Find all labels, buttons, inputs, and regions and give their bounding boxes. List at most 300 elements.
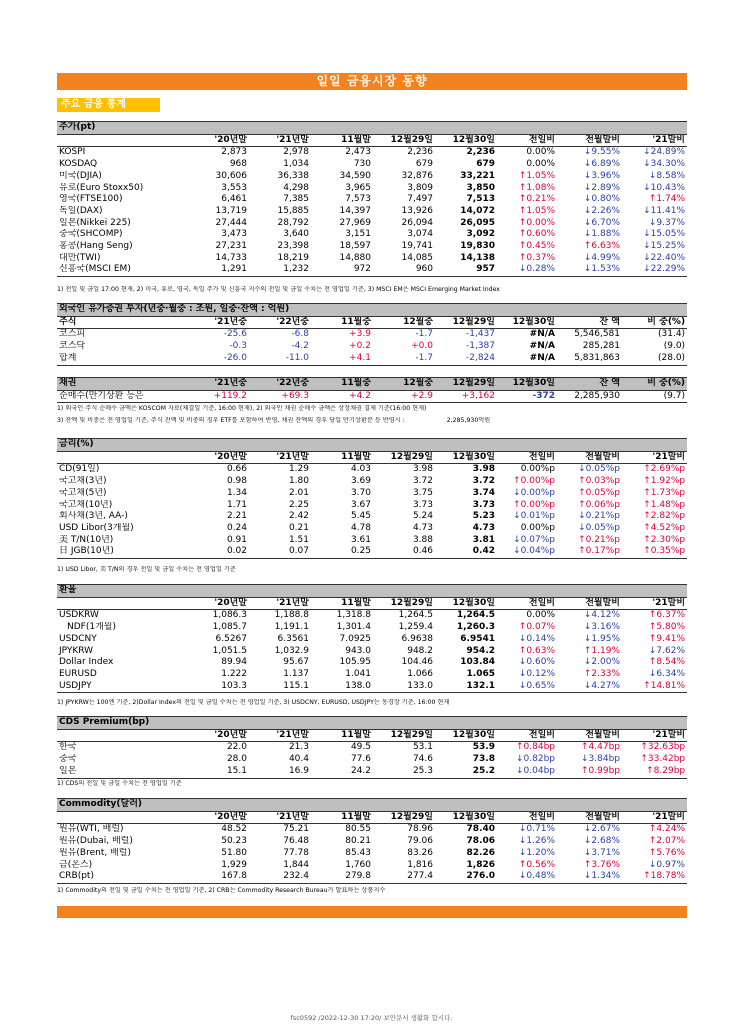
column-header: 잔 액 — [557, 378, 622, 391]
table-row — [57, 253, 687, 265]
table-row — [57, 610, 687, 622]
table-cell: 3.70 — [350, 487, 371, 498]
table-cell: 48.52 — [221, 824, 247, 835]
table-cell: 30,606 — [215, 170, 247, 181]
row-label: 회사채(3년, AA-) — [59, 511, 128, 522]
table-cell: 4.73 — [412, 522, 433, 533]
row-label: 금(온스) — [59, 859, 93, 870]
row-label: 한국 — [59, 742, 77, 753]
column-header: 11월중 — [311, 378, 373, 391]
table-cell: ↑2.82%p — [643, 511, 686, 522]
table-cell: -2,824 — [435, 353, 497, 365]
table-cell: ↑1.92%p — [643, 476, 686, 487]
table-cell: ↑2.69%p — [643, 464, 686, 475]
row-label: 합계 — [57, 353, 187, 365]
table-cell: 6,461 — [221, 194, 247, 205]
table-cell: 1,188.8 — [274, 610, 309, 621]
table-cell: 2,236 — [466, 147, 495, 158]
table-cell: 1.71 — [226, 499, 247, 510]
table-cell: #N/A — [497, 353, 557, 365]
table-cell: 0.25 — [311, 546, 373, 558]
table-cell: ↓15.25% — [643, 241, 685, 252]
table-cell: 1,086.3 — [212, 610, 247, 621]
table-cell: 5.45 — [350, 511, 371, 522]
table-row — [57, 766, 687, 778]
table-cell: 24.2 — [311, 766, 373, 778]
table-cell: ↓9.55% — [583, 147, 620, 158]
table-cell: ↑1.74% — [648, 194, 685, 205]
row-label: 대만(TWI) — [59, 252, 101, 263]
table-cell: ↓3.84bp — [580, 754, 620, 765]
table-cell: 0.24 — [226, 522, 247, 533]
table-cell: 103.3 — [187, 681, 249, 693]
commodity-note: 1) Commodity의 전일 및 금일 수치는 전 영업일 기준, 2) CRB는 Commodity Research Bureau가 발표하는 상품지수 — [57, 887, 386, 894]
row-label: 美 T/N(10년) — [59, 534, 114, 545]
table-row — [57, 476, 687, 488]
table-cell: -1.7 — [415, 329, 433, 340]
table-cell: ↑0.63% — [518, 645, 555, 656]
table-row — [57, 669, 687, 681]
section-title: Commodity(달러) — [57, 799, 687, 812]
row-label: 국고채(3년) — [59, 476, 107, 487]
commodity-table — [57, 798, 687, 884]
table-cell: ↓22.29% — [622, 264, 687, 276]
column-header — [57, 134, 187, 147]
table-row — [57, 264, 687, 276]
table-cell: 0.00%p — [520, 464, 555, 475]
column-header: 12월중 — [373, 316, 435, 329]
table-cell: ↓0.65% — [497, 681, 557, 693]
table-cell: 5,831,863 — [557, 353, 622, 365]
table-row — [57, 229, 687, 241]
table-cell: (9.0) — [663, 341, 686, 352]
table-cell: 948.2 — [407, 645, 433, 656]
table-row — [57, 183, 687, 195]
table-cell: 3,473 — [221, 229, 247, 240]
table-cell: 13,926 — [401, 205, 433, 216]
column-header — [57, 811, 187, 824]
table-cell: +4.2 — [311, 390, 373, 403]
column-header: 전월말비 — [557, 811, 622, 824]
fx-table — [57, 584, 687, 693]
table-cell: ↓1.95% — [583, 633, 620, 644]
table-cell: ↑0.21% — [518, 194, 555, 205]
column-header: '21말비 — [622, 811, 687, 824]
table-cell: 27,231 — [215, 241, 247, 252]
table-cell: 1,301.4 — [336, 622, 371, 633]
table-cell: 34,590 — [339, 170, 371, 181]
table-cell: +0.2 — [349, 341, 371, 352]
table-cell: -25.6 — [223, 329, 247, 340]
table-cell: ↑33.42bp — [640, 754, 686, 765]
table-cell: ↓1.34% — [557, 871, 622, 883]
table-cell: ↓2.67% — [583, 824, 620, 835]
table-cell: ↓1.26% — [518, 836, 555, 847]
table-cell: ↓0.60% — [518, 657, 555, 668]
column-header: 전월말비 — [557, 597, 622, 610]
table-cell: -1,387 — [465, 341, 495, 352]
table-cell: ↓0.04bp — [497, 766, 557, 778]
table-cell: +3.9 — [349, 329, 371, 340]
table-cell: ↑3.76% — [583, 859, 620, 870]
column-header: '20년말 — [187, 811, 249, 824]
table-row — [57, 511, 687, 523]
table-cell: ↑4.52%p — [643, 522, 686, 533]
table-cell: 1,760 — [345, 859, 371, 870]
row-label: 미국(DJIA) — [59, 170, 102, 181]
table-cell: 2.21 — [226, 511, 247, 522]
table-cell: ↓6.70% — [583, 217, 620, 228]
table-cell: 3.75 — [412, 487, 433, 498]
column-header — [57, 451, 187, 464]
table-cell: 1,034 — [283, 159, 309, 170]
column-header: 12월30일 — [435, 451, 497, 464]
table-row — [57, 634, 687, 646]
table-cell: ↓2.00% — [583, 657, 620, 668]
table-row — [57, 523, 687, 535]
table-cell: 2.42 — [288, 511, 309, 522]
table-cell: 0.91 — [226, 534, 247, 545]
table-cell: -1.7 — [373, 353, 435, 365]
column-header: 잔 액 — [557, 316, 622, 329]
table-cell: ↑0.17%p — [557, 546, 622, 558]
column-header: 비 중(%) — [622, 378, 687, 391]
table-cell: 7,497 — [407, 194, 433, 205]
section-label: 주요 금융 통계 — [57, 98, 160, 112]
table-cell: 279.8 — [311, 871, 373, 883]
column-header: 채권 — [57, 378, 187, 391]
table-cell: ↓0.14% — [518, 633, 555, 644]
table-cell: +119.2 — [187, 390, 249, 403]
table-row — [57, 622, 687, 634]
table-cell: #N/A — [529, 329, 555, 340]
table-cell: ↓24.89% — [643, 147, 685, 158]
table-cell: ↓3.96% — [583, 170, 620, 181]
table-cell: ↑5.76% — [648, 847, 685, 858]
row-label: 코스피 — [59, 329, 86, 340]
table-cell: 25.2 — [435, 766, 497, 778]
table-cell: ↓0.80% — [583, 194, 620, 205]
table-cell: 2,285,930 — [557, 390, 622, 403]
table-cell: 51.80 — [221, 847, 247, 858]
table-cell: ↑2.30%p — [643, 534, 686, 545]
table-cell: 80.21 — [345, 836, 371, 847]
column-header: 11월말 — [311, 134, 373, 147]
table-cell: 82.26 — [466, 847, 495, 858]
row-label: USDCNY — [59, 633, 97, 644]
row-label: 중국 — [59, 754, 77, 765]
column-header: 12월29일 — [373, 729, 435, 742]
table-cell: 3,553 — [221, 182, 247, 193]
section-title: 환율 — [57, 585, 687, 598]
table-cell: 14,397 — [339, 205, 371, 216]
column-header: 12월30일 — [435, 134, 497, 147]
table-cell: +0.0 — [411, 341, 433, 352]
table-cell: ↓3.71% — [583, 847, 620, 858]
table-cell: 2.25 — [288, 499, 309, 510]
foreign-note-2-text: 3) 잔액 및 비중은 전 영업일 기준, 주식 잔액 및 비중의 경우 ETF를 포함하여 반영, 채권 잔액의 경우 당일 만기상환분 등 반영시 : — [57, 417, 405, 424]
table-row — [57, 241, 687, 253]
table-cell: 3.69 — [350, 476, 371, 487]
table-cell: 1.29 — [288, 464, 309, 475]
table-cell: 1.222 — [221, 668, 247, 679]
table-cell: 1,191.1 — [274, 622, 309, 633]
table-cell: ↑0.35%p — [622, 546, 687, 558]
table-cell: 40.4 — [288, 754, 309, 765]
table-cell: ↑9.41% — [648, 633, 686, 644]
table-cell: -26.0 — [187, 353, 249, 365]
table-cell: 1,291 — [187, 264, 249, 276]
foreign-note-1: 1) 외국인 주식 순매수 금액은 KOSCOM 자료(체결일 기준, 16:00 현재), 2) 외국인 채권 순매수 금액은 상장채권 결제 기준(16:00 현재) — [57, 405, 427, 412]
table-cell: ↓2.68% — [583, 836, 620, 847]
table-cell: ↓0.71% — [518, 824, 555, 835]
table-cell: 4.03 — [350, 464, 371, 475]
table-cell: 77.78 — [283, 847, 309, 858]
column-header: 11월중 — [311, 316, 373, 329]
table-cell: ↑1.05% — [518, 205, 555, 216]
table-row — [57, 824, 687, 836]
table-cell: ↑6.37% — [648, 610, 686, 621]
table-row — [57, 341, 687, 353]
table-cell: 3,850 — [466, 182, 495, 193]
table-cell: 18,219 — [277, 252, 309, 263]
table-cell: 76.48 — [283, 836, 309, 847]
table-cell: ↓9.37% — [648, 217, 685, 228]
table-cell: 32,876 — [401, 170, 433, 181]
row-label: USD Libor(3개월) — [59, 522, 134, 533]
table-cell: 5.23 — [472, 511, 495, 522]
table-cell: 36,338 — [277, 170, 309, 181]
table-cell: ↓2.89% — [583, 182, 620, 193]
table-cell: +69.3 — [249, 390, 311, 403]
row-label: 독일(DAX) — [59, 205, 103, 216]
column-header: '22년중 — [249, 316, 311, 329]
table-row — [57, 535, 687, 547]
stock-note: 1) 전일 및 금일 17:00 현재, 2) 미국, 유로, 영국, 독일 주가 및 신흥국 지수의 전일 및 금일 수치는 전 영업일 기준, 3) MSCI EM은 MSCI Emerging Market Index — [57, 286, 500, 293]
table-cell: ↓4.12% — [583, 610, 620, 621]
table-header-row — [57, 378, 687, 391]
table-cell: -1,437 — [465, 329, 495, 340]
column-header: '21년중 — [187, 316, 249, 329]
column-header: '21말비 — [622, 597, 687, 610]
column-header: 전월말비 — [557, 729, 622, 742]
table-cell: 232.4 — [249, 871, 311, 883]
table-cell: ↑0.84bp — [515, 742, 555, 753]
row-label: 원유(Dubai, 배럴) — [59, 836, 133, 847]
row-label: 순매수(만기상환 등은 — [57, 390, 187, 403]
table-cell: 33,221 — [460, 170, 495, 181]
table-row — [57, 754, 687, 766]
table-cell: 50.23 — [221, 836, 247, 847]
table-cell: 3.98 — [412, 464, 433, 475]
row-label: 日 JGB(10년) — [57, 546, 187, 558]
table-cell: 4.78 — [350, 522, 371, 533]
table-cell: ↓1.53% — [557, 264, 622, 276]
column-header: 전일비 — [497, 729, 557, 742]
table-cell: 1,051.5 — [212, 645, 247, 656]
table-cell: 28,792 — [277, 217, 309, 228]
table-cell: 1,259.4 — [398, 622, 433, 633]
table-cell: 968 — [229, 159, 247, 170]
table-cell: -372 — [497, 390, 557, 403]
table-cell: 132.1 — [435, 681, 497, 693]
column-header: '22년중 — [249, 378, 311, 391]
column-header: '20년말 — [187, 729, 249, 742]
table-cell: 85.43 — [345, 847, 371, 858]
table-cell: 18,597 — [339, 241, 371, 252]
table-cell: 3,809 — [407, 182, 433, 193]
table-cell: 3,965 — [345, 182, 371, 193]
rates-table — [57, 438, 687, 559]
column-header: '20년말 — [187, 597, 249, 610]
row-label: CRB(pt) — [57, 871, 187, 883]
table-cell: ↓0.82bp — [515, 754, 555, 765]
table-cell: 73.8 — [472, 754, 495, 765]
table-cell: ↓0.12% — [518, 668, 555, 679]
table-cell: 2,473 — [345, 147, 371, 158]
table-cell: 23,398 — [277, 241, 309, 252]
column-header: '21년말 — [249, 451, 311, 464]
table-cell: ↓0.05%p — [578, 522, 620, 533]
table-cell: 957 — [435, 264, 497, 276]
row-label: EURUSD — [59, 668, 97, 679]
column-header — [57, 597, 187, 610]
column-header: '20년말 — [187, 134, 249, 147]
table-cell: ↓7.62% — [648, 645, 686, 656]
column-header: 12월중 — [373, 378, 435, 391]
table-cell: 27,969 — [339, 217, 371, 228]
table-header-row — [57, 729, 687, 742]
table-cell: (9.7) — [622, 390, 687, 403]
table-cell: #N/A — [529, 341, 555, 352]
section-title: CDS Premium(bp) — [57, 717, 687, 730]
table-cell: ↑0.07% — [518, 622, 555, 633]
table-cell: ↑0.06%p — [578, 499, 620, 510]
table-cell: ↑0.60% — [518, 229, 555, 240]
column-header: '21말비 — [622, 134, 687, 147]
column-header: 12월29일 — [373, 811, 435, 824]
table-cell: 0.46 — [373, 546, 435, 558]
table-cell: 285,281 — [582, 341, 620, 352]
table-cell: ↓6.34% — [648, 668, 686, 679]
row-label: KOSDAQ — [59, 159, 98, 170]
table-cell: 954.2 — [466, 645, 495, 656]
column-header: 12월29일 — [435, 316, 497, 329]
table-cell: 1,844 — [283, 859, 309, 870]
bottom-bar — [57, 906, 687, 918]
column-header: 12월30일 — [497, 316, 557, 329]
table-cell: ↑6.63% — [583, 241, 620, 252]
table-cell: ↓1.88% — [583, 229, 620, 240]
table-cell: 7,385 — [283, 194, 309, 205]
table-cell: 53.9 — [472, 742, 495, 753]
table-cell: 4,298 — [283, 182, 309, 193]
table-cell: 103.84 — [460, 657, 495, 668]
table-row — [57, 194, 687, 206]
row-label: 신흥국(MSCI EM) — [57, 264, 187, 276]
column-header: 12월30일 — [497, 378, 557, 391]
row-label: KOSPI — [59, 147, 86, 158]
table-row — [57, 657, 687, 669]
table-cell: 972 — [311, 264, 373, 276]
table-cell: 95.67 — [283, 657, 309, 668]
table-cell: 0.21 — [288, 522, 309, 533]
table-cell: ↓10.43% — [643, 182, 685, 193]
table-cell: 28.0 — [226, 754, 247, 765]
table-cell: 6.9638 — [401, 633, 433, 644]
table-cell: ↑0.56% — [518, 859, 555, 870]
table-cell: 138.0 — [311, 681, 373, 693]
column-header: '21년말 — [249, 729, 311, 742]
table-cell: 6.9541 — [460, 633, 495, 644]
table-cell: 0.00% — [526, 610, 555, 621]
table-cell: 276.0 — [435, 871, 497, 883]
table-cell: ↑8.29bp — [622, 766, 687, 778]
table-cell: 0.00% — [526, 147, 555, 158]
foreign-bond-table — [57, 377, 687, 403]
table-cell: 133.0 — [373, 681, 435, 693]
table-cell: 3.72 — [412, 476, 433, 487]
row-label: 일본 — [57, 766, 187, 778]
column-header: 11월말 — [311, 597, 373, 610]
table-cell: 1,929 — [221, 859, 247, 870]
table-cell: 1.137 — [283, 668, 309, 679]
row-label: JPYKRW — [59, 645, 94, 656]
table-cell: 0.66 — [226, 464, 247, 475]
table-cell: ↓34.30% — [643, 159, 685, 170]
table-cell: 1,826 — [466, 859, 495, 870]
table-cell: 6.3561 — [277, 633, 309, 644]
table-cell: ↑0.00% — [518, 217, 555, 228]
table-cell: 277.4 — [373, 871, 435, 883]
fx-note: 1) JPYKRW는 100엔 기준, 2)Dollar Index의 전일 및 금일 수치는 전 영업일 기준, 3) USDCNY, EURUSD, USDJPY는 동경장 기준, 16:00 현재 — [57, 699, 450, 706]
row-label: NDF(1개월) — [67, 622, 116, 633]
table-cell: ↑0.21%p — [578, 534, 620, 545]
table-cell: 1,318.8 — [336, 610, 371, 621]
table-cell: 15.1 — [187, 766, 249, 778]
column-header: '21말비 — [622, 729, 687, 742]
table-cell: 1,032.9 — [274, 645, 309, 656]
table-cell: 14,880 — [339, 252, 371, 263]
table-cell: -6.8 — [291, 329, 309, 340]
table-cell: 78.40 — [466, 824, 495, 835]
table-cell: ↑0.99bp — [557, 766, 622, 778]
table-header-row — [57, 316, 687, 329]
table-cell: 1,264.5 — [398, 610, 433, 621]
table-cell: ↓0.07%p — [513, 534, 555, 545]
row-label: 홍콩(Hang Seng) — [59, 241, 133, 252]
table-cell: ↑1.05% — [518, 170, 555, 181]
table-row — [57, 159, 687, 171]
table-cell: 78.96 — [407, 824, 433, 835]
table-row — [57, 329, 687, 341]
table-header-row — [57, 597, 687, 610]
table-cell: (28.0) — [622, 353, 687, 365]
table-cell: 22.0 — [226, 742, 247, 753]
table-cell: 19,741 — [401, 241, 433, 252]
section-title: 금리(%) — [57, 439, 687, 452]
table-header-row — [57, 811, 687, 824]
table-cell: 78.06 — [466, 836, 495, 847]
table-cell: ↓11.41% — [643, 205, 685, 216]
table-cell: 21.3 — [288, 742, 309, 753]
table-cell: 3.74 — [472, 487, 495, 498]
table-cell: 14,138 — [460, 252, 495, 263]
table-cell: 14,072 — [460, 205, 495, 216]
table-cell: 7,513 — [466, 194, 495, 205]
table-row — [57, 848, 687, 860]
table-cell: 2,873 — [221, 147, 247, 158]
